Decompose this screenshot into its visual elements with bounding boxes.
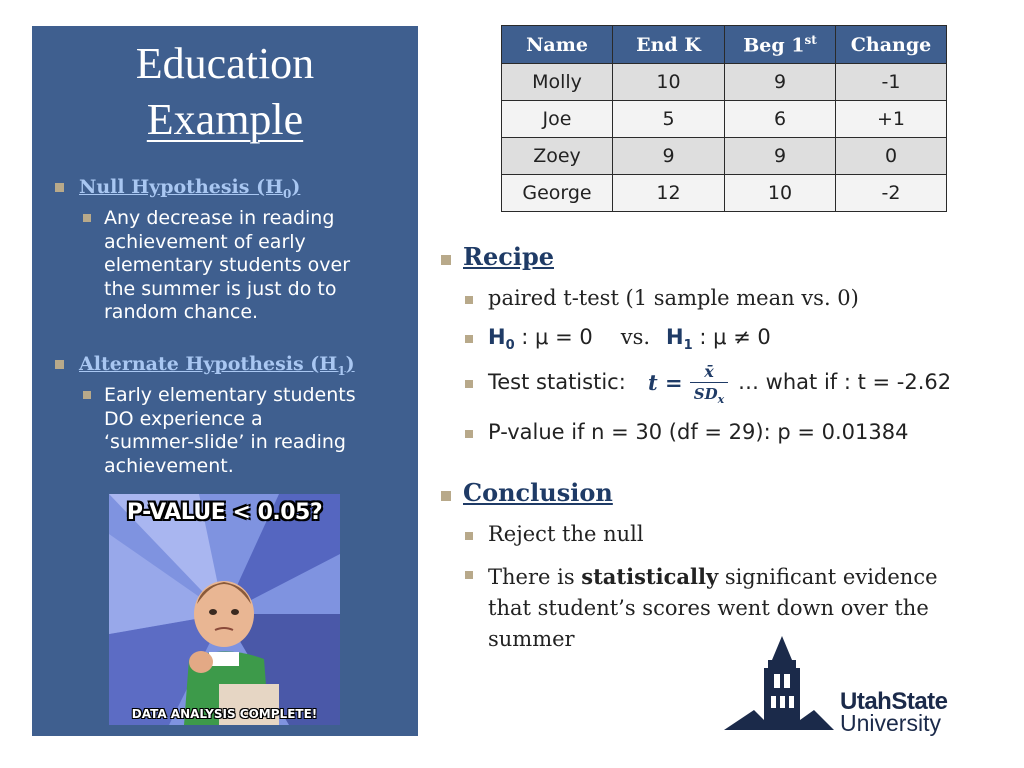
- alternate-hypothesis-text: Early elementary students DO experience a ‘summer-slide’ in reading achievement.: [104, 384, 356, 477]
- table-cell: Molly: [502, 64, 613, 101]
- recipe-item-statistic-label: Test statistic:: [488, 370, 626, 394]
- sub-bullet-icon: [465, 335, 473, 343]
- data-table: [501, 25, 947, 212]
- fraction-denominator: $SD_x$: [693, 385, 725, 406]
- title-line-2: Example: [146, 95, 304, 144]
- table-cell: 9: [725, 64, 836, 101]
- recipe-item-pvalue: P-value if n = 30 (df = 29): p = 0.01384: [488, 420, 909, 444]
- table-cell: George: [502, 175, 613, 212]
- table-cell: -2: [836, 175, 947, 212]
- table-cell: 10: [725, 175, 836, 212]
- table-cell: 12: [613, 175, 725, 212]
- table-cell: 0: [836, 138, 947, 175]
- null-hypothesis-text: Any decrease in reading achievement of early elementary students over the summer is just do to random chance.: [104, 207, 351, 323]
- table-cell: +1: [836, 101, 947, 138]
- conclusion-item-evidence: There is statistically significant evidence that student’s scores went down over the summer: [488, 564, 938, 651]
- table-row: [502, 101, 947, 138]
- table-cell: 6: [725, 101, 836, 138]
- table-row: [502, 138, 947, 175]
- meme-top-text: P-VALUE < 0.05?: [126, 500, 323, 525]
- statistic-t-symbol: t =: [648, 370, 683, 395]
- bullet-icon: [55, 360, 64, 369]
- sub-bullet-icon: [465, 430, 473, 438]
- column-header: Change: [836, 26, 947, 64]
- sub-bullet-icon: [83, 214, 91, 222]
- table-cell: Zoey: [502, 138, 613, 175]
- table-cell: 10: [613, 64, 725, 101]
- old-main-tower-icon: [724, 634, 834, 734]
- sub-bullet-icon: [465, 571, 473, 579]
- sub-bullet-icon: [83, 391, 91, 399]
- recipe-heading: Recipe: [463, 242, 554, 271]
- table-cell: -1: [836, 64, 947, 101]
- conclusion-heading: Conclusion: [463, 478, 613, 507]
- bullet-icon: [441, 491, 451, 501]
- null-hypothesis-heading: Null Hypothesis $(H_0)$: [79, 176, 301, 201]
- meme-bottom-text: DATA ANALYSIS COMPLETE!: [131, 707, 318, 721]
- column-header: End K: [613, 26, 725, 64]
- slide-title: [32, 36, 418, 148]
- table-header-row: [502, 26, 947, 64]
- statistic-fraction: [690, 362, 728, 411]
- conclusion-item-reject: Reject the null: [488, 522, 644, 546]
- table-cell: Joe: [502, 101, 613, 138]
- title-line-1: Education: [135, 39, 315, 88]
- table-cell: 9: [725, 138, 836, 175]
- logo-line-1: UtahState: [840, 688, 948, 715]
- alternate-hypothesis-heading: Alternate Hypothesis $(H_1)$: [79, 353, 355, 378]
- meme-background: [109, 494, 340, 725]
- column-header: Name: [502, 26, 613, 64]
- sub-bullet-icon: [465, 296, 473, 304]
- fraction-numerator: x̄: [690, 362, 728, 383]
- table-cell: 9: [613, 138, 725, 175]
- table-row: [502, 175, 947, 212]
- table-row: [502, 64, 947, 101]
- logo-line-2: University: [840, 710, 941, 736]
- sub-bullet-icon: [465, 380, 473, 388]
- bullet-icon: [441, 255, 451, 265]
- recipe-item-test: paired t-test (1 sample mean vs. 0): [488, 286, 859, 310]
- sub-bullet-icon: [465, 532, 473, 540]
- table-cell: 5: [613, 101, 725, 138]
- column-header: Beg 1st: [725, 26, 836, 64]
- recipe-item-statistic-value: … what if : t = -2.62: [738, 370, 952, 394]
- success-kid-meme-image: [109, 494, 340, 725]
- recipe-item-hypotheses: $H_0$ : μ = 0 vs. $H_1$ : μ ≠ 0: [488, 325, 771, 354]
- bullet-icon: [55, 183, 64, 192]
